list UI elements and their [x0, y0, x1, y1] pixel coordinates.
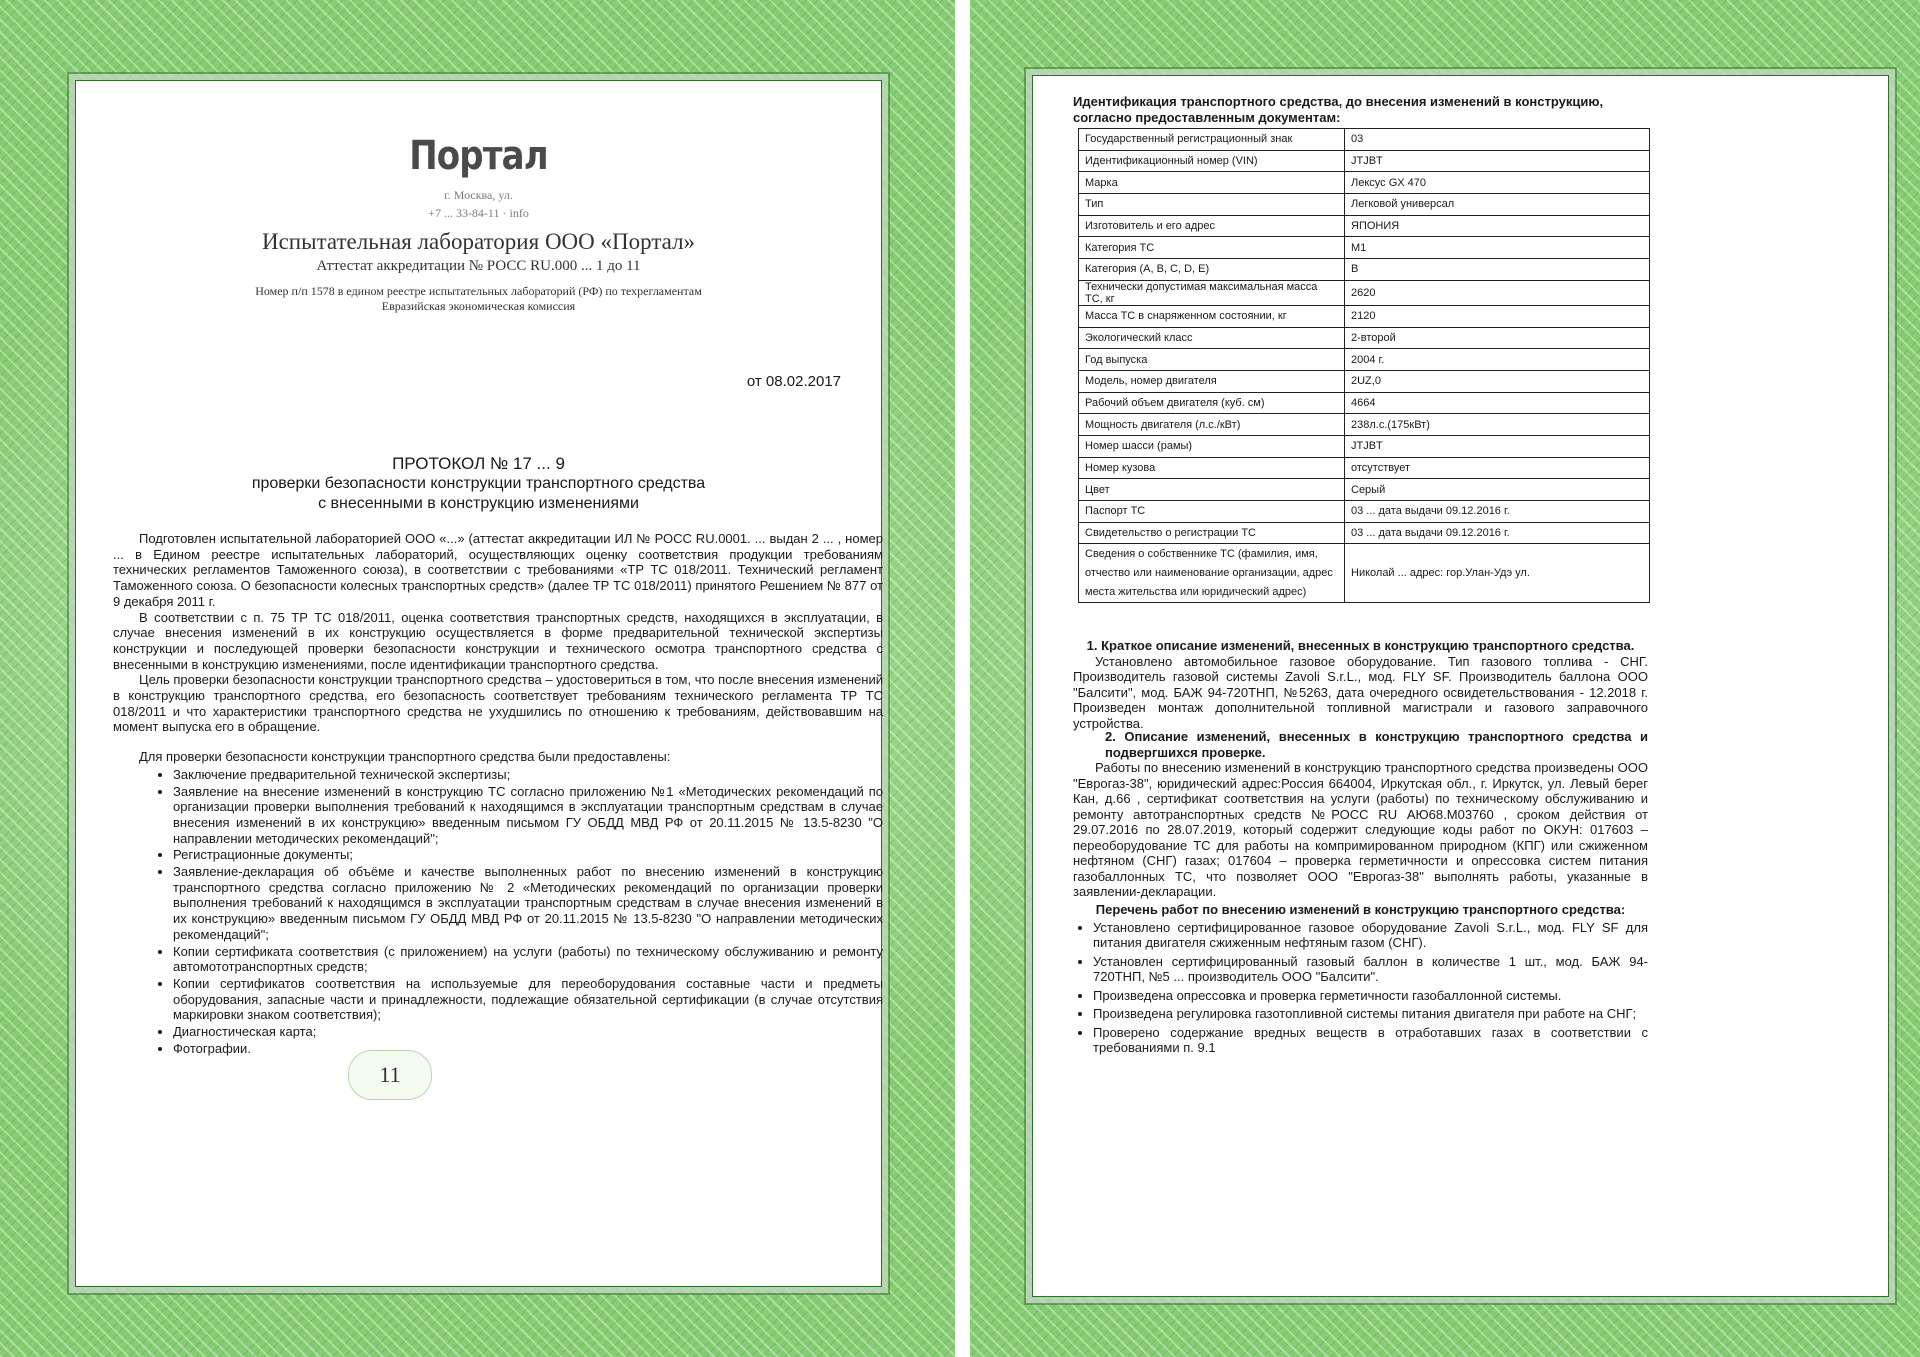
table-key: Мощность двигателя (л.с./кВт) [1079, 414, 1345, 436]
protocol-title [76, 454, 881, 514]
table-key: Свидетельство о регистрации ТС [1079, 522, 1345, 544]
table-key: Марка [1079, 172, 1345, 194]
table-value: JTJBT [1345, 435, 1650, 457]
table-key: Сведения о собственнике ТС (фамилия, имя, отчество или наименование организации, адрес места жительства или юридический адрес) [1079, 544, 1345, 603]
list-item: • Заключение предварительной технической экспертизы; [173, 767, 883, 783]
table-key: Идентификационный номер (VIN) [1079, 150, 1345, 172]
left-page [0, 0, 955, 1357]
section-title: 1. Краткое описание изменений, внесенных в конструкцию транспортного средства. [1086, 638, 1635, 653]
section-title: Перечень работ по внесению изменений в конструкцию транспортного средства: [1095, 902, 1626, 917]
table-row [1079, 327, 1650, 349]
table-row [1079, 370, 1650, 392]
table-key: Номер шасси (рамы) [1079, 435, 1345, 457]
section-title: 2. Описание изменений, внесенных в конструкцию транспортного средства и подвергшихся проверке. [1105, 729, 1648, 760]
table-value: отсутствует [1345, 457, 1650, 479]
paragraph: В соответствии с п. 75 ТР ТС 018/2011, оценка соответствия транспортных средств, находящихся в эксплуатации, в случае внесения изменений в их конструкцию осуществляется в форме предварительной технической экспертизы конструкции и последующей проверки безопасности конструкции и технического осмотра транспортного средства с внесенными в конструкцию изменениями, после идентификации транспортного средства. [113, 609, 883, 672]
lab-name: Испытательная лаборатория ООО «Портал» [261, 229, 696, 254]
vehicle-table [1078, 128, 1650, 603]
documents-intro: Для проверки безопасности конструкции транспортного средства были предоставлены: [139, 749, 671, 765]
identification-heading: Идентификация транспортного средства, до внесения изменений в конструкцию, согласно предоставленным документам: [1073, 94, 1604, 125]
table-value: 2120 [1345, 305, 1650, 327]
table-value: B [1345, 259, 1650, 281]
works-list [1073, 920, 1648, 1056]
section-2 [1073, 729, 1648, 900]
table-key: Государственный регистрационный знак [1079, 129, 1345, 151]
table-key: Экологический класс [1079, 327, 1345, 349]
protocol-date: от 08.02.2017 [746, 373, 841, 390]
section-text: Работы по внесению изменений в конструкцию транспортного средства произведены ООО "Еврогаз-38", юридический адрес:Россия 664004, Иркутская обл., г. Иркутск, ул. Левый берег Кан, д.66 , сертификат соответствия на услуги (работы) по техническому обслуживанию и ремонту автотранспортных средств №РОСС RU АЮ68.М03760 , сроком действия от 29.07.2016 по 28.07.2019, который содержит следующие коды работ по ОКУН: 017603 – переоборудование ТС для работы на компримированном природном (КПГ) или сжиженном нефтяном (СНГ) газах; 017604 – проверка герметичности и опрессовка систем питания газобаллонных ТС, что позволяет ООО "Еврогаз-38" выполнять работы, указанные в заявлении-декларации. [1073, 760, 1648, 899]
right-page [970, 0, 1920, 1357]
table-value: M1 [1345, 237, 1650, 259]
table-row [1079, 305, 1650, 327]
table-value: 2620 [1345, 280, 1650, 305]
table-key: Категория (A, B, C, D, E) [1079, 259, 1345, 281]
table-row [1079, 172, 1650, 194]
registry-line: Евразийская экономическая комиссия [381, 299, 576, 313]
table-row [1079, 501, 1650, 523]
table-value: ЯПОНИЯ [1345, 215, 1650, 237]
list-item: • Копии сертификатов соответствия на используемые для переоборудования составные части и предметы оборудования, запасные части и принадлежности, подлежащие обязательной сертификации (в случае отсутствия маркировки знаком соответствия); [173, 976, 883, 1023]
list-item: • Копии сертификата соответствия (с приложением) на услуги (работы) по техническому обслуживанию и ремонту автомототранспортных средств; [173, 944, 883, 975]
table-row [1079, 435, 1650, 457]
contact-phone: +7 ... 33-84-11 · info [428, 206, 529, 220]
list-item: • Заявление на внесение изменений в конструкцию ТС согласно приложению №1 «Методических рекомендаций по организации проверки выполнения требований к находящимся в эксплуатации транспортным средствам в случае внесения изменений в их конструкцию» введенным письмом ГУ ОБДД МВД РФ от 20.11.2015 № 13.5-8230 "О направлении методических рекомендаций"; [173, 784, 883, 847]
table-value: 2UZ,0 [1345, 370, 1650, 392]
table-row [1079, 479, 1650, 501]
paragraph: Цель проверки безопасности конструкции транспортного средства – удостовериться в том, что после внесения изменений в конструкцию транспортного средства, его безопасность соответствует требованиям технического регламента ТР ТС 018/2011 и что характеристики транспортного средства не ухудшились по отношению к требованиям, действовавшим на момент выпуска его в обращение. [113, 672, 883, 735]
table-value: Серый [1345, 479, 1650, 501]
table-row [1079, 544, 1650, 603]
brand-logo: Портал [409, 133, 548, 179]
protocol-subtitle: проверки безопасности конструкции транспортного средства [251, 475, 706, 492]
table-row [1079, 349, 1650, 371]
list-item: • Произведена опрессовка и проверка герметичности газобаллонной системы. [1093, 988, 1648, 1004]
section-text: Установлено автомобильное газовое оборудование. Тип газового топлива - СНГ. Производитель газовой системы Zavoli S.r.L., мод. FLY SF. Производитель баллона ООО "Балсити", мод. БАЖ 94-720ТНП, №5263, дата очередного освидетельствования - 12.2018 г. Произведен монтаж дополнительной топливной магистрали и газового заправочного устройства. [1073, 653, 1648, 731]
table-key: Категория ТС [1079, 237, 1345, 259]
table-key: Технически допустимая максимальная масса ТС, кг [1079, 280, 1345, 305]
list-item: • Заявление-декларация об объёме и качестве выполненных работ по внесению изменений в конструкцию транспортного средства согласно приложению № 2 «Методических рекомендаций по организации проверки выполнения требований к находящимся в эксплуатации транспортным средствам в случае внесения изменений в их конструкцию» введенным письмом ГУ ОБДД МВД РФ от 20.11.2015 № 13.5-8230 "О направлении методических рекомендаций"; [173, 864, 883, 943]
table-row [1079, 392, 1650, 414]
documents-list [113, 767, 883, 1057]
table-row [1079, 129, 1650, 151]
table-row [1079, 414, 1650, 436]
table-row [1079, 280, 1650, 305]
list-item: • Диагностическая карта; [173, 1024, 883, 1040]
contact-address: г. Москва, ул. [444, 188, 513, 202]
table-value: 03 ... дата выдачи 09.12.2016 г. [1345, 501, 1650, 523]
works-section [1073, 902, 1648, 1059]
table-value: Лексус GX 470 [1345, 172, 1650, 194]
table-row [1079, 522, 1650, 544]
paragraph: Подготовлен испытательной лабораторией ООО «...» (аттестат аккредитации ИЛ № РОСС RU.0001. ... выдан 2 ... , номер ... в Едином реестре испытательных лабораторий, осуществляющих оценку соответствия продукции требованиям технических регламентов Таможенного союза), в соответствии с требованиями «ТР ТС 018/2011. Технический регламент Таможенного союза. О безопасности колесных транспортных средств» (далее ТР ТС 018/2011) принятого Решением № 877 от 9 декабря 2011 г. [113, 531, 883, 609]
table-row [1079, 194, 1650, 216]
table-value: 2004 г. [1345, 349, 1650, 371]
table-key: Паспорт ТС [1079, 501, 1345, 523]
table-row [1079, 259, 1650, 281]
table-key: Год выпуска [1079, 349, 1345, 371]
table-row [1079, 237, 1650, 259]
registry-info [76, 284, 881, 314]
table-key: Масса ТС в снаряженном состоянии, кг [1079, 305, 1345, 327]
protocol-body [113, 531, 883, 1058]
page-number: 11 [348, 1050, 432, 1100]
table-value: 03 [1345, 129, 1650, 151]
accreditation: Аттестат аккредитации № РОСС RU.000 ... 1 до 11 [316, 258, 641, 274]
table-value: JTJBT [1345, 150, 1650, 172]
protocol-subtitle: с внесенными в конструкцию изменениями [318, 495, 639, 512]
list-item: • Установлен сертифицированный газовый баллон в количестве 1 шт., мод. БАЖ 94-720ТНП, №5 ... производитель ООО "Балсити". [1093, 954, 1648, 985]
left-page-content [75, 80, 882, 1287]
list-item: • Проверено содержание вредных веществ в отработавших газах в соответствии с требованиями п. 9.1 [1093, 1025, 1648, 1056]
right-page-content [1032, 75, 1889, 1297]
table-value: 03 ... дата выдачи 09.12.2016 г. [1345, 522, 1650, 544]
table-key: Изготовитель и его адрес [1079, 215, 1345, 237]
list-item: • Установлено сертифицированное газовое оборудование Zavoli S.r.L., мод. FLY SF для питания двигателя сжиженным нефтяным газом (СНГ). [1093, 920, 1648, 951]
protocol-number: ПРОТОКОЛ № 17 ... 9 [392, 454, 565, 473]
table-value: 4664 [1345, 392, 1650, 414]
list-item: • Произведена регулировка газотопливной системы питания двигателя при работе на СНГ; [1093, 1006, 1648, 1022]
section-1 [1073, 638, 1648, 731]
page-gap [955, 0, 970, 1357]
table-key: Тип [1079, 194, 1345, 216]
table-key: Модель, номер двигателя [1079, 370, 1345, 392]
table-key: Номер кузова [1079, 457, 1345, 479]
table-row [1079, 150, 1650, 172]
table-value: 2-второй [1345, 327, 1650, 349]
table-key: Цвет [1079, 479, 1345, 501]
list-item: • Фотографии. [173, 1041, 883, 1057]
table-value: 238л.с.(175кВт) [1345, 414, 1650, 436]
table-row [1079, 215, 1650, 237]
table-key: Рабочий объем двигателя (куб. см) [1079, 392, 1345, 414]
table-row [1079, 457, 1650, 479]
list-item: • Регистрационные документы; [173, 847, 883, 863]
table-value: Легковой универсал [1345, 194, 1650, 216]
registry-line: Номер п/п 1578 в едином реестре испытательных лабораторий (РФ) по техрегламентам [255, 284, 702, 298]
table-value: Николай ... адрес: гор.Улан-Удэ ул. [1345, 544, 1650, 603]
